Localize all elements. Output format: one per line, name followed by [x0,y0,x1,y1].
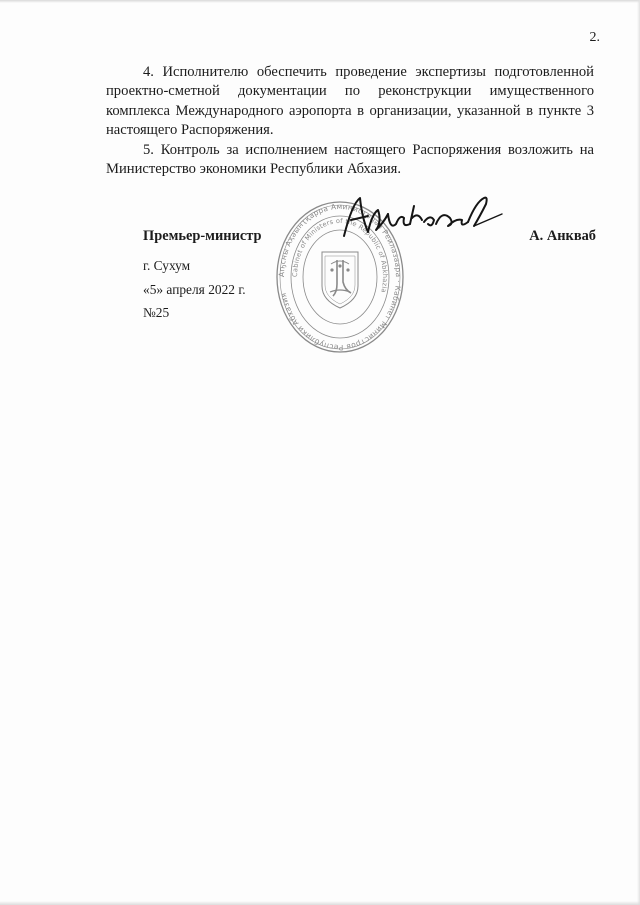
document-number: №25 [143,305,170,320]
signatory-name: А. Анкваб [529,228,596,244]
seal-inner-text: Cabinet of Ministers of the Republic of Abkhazia [290,216,390,294]
seal-outer-text: Аҧсны Аҳәынҭқарра Аминистрцәа Реилазаара · Кабинет Министров Республики Абхазия [276,201,404,353]
signatory-title: Премьер-министр [143,228,262,244]
seal-emblem-icon [322,252,358,308]
handwritten-signature [338,192,508,244]
document-date: «5» апреля 2022 г. [143,282,246,297]
document-body [106,63,594,179]
scan-edge-top [0,0,640,3]
paragraph-5: 5. Контроль за исполнением настоящего Распоряжения возложить на Министерство экономики Республики Абхазия. [106,141,594,178]
paragraph-4: 4. Исполнителю обеспечить проведение экспертизы подготовленной проектно-сметной документации по реконструкции имущественного комплекса Международного аэропорта в организации, указанной в пункте 3 настоящего Распоряжения. [106,64,594,139]
scan-edge-bottom [0,901,640,905]
page-number: 2. [589,30,600,45]
document-place: г. Сухум [143,258,191,273]
